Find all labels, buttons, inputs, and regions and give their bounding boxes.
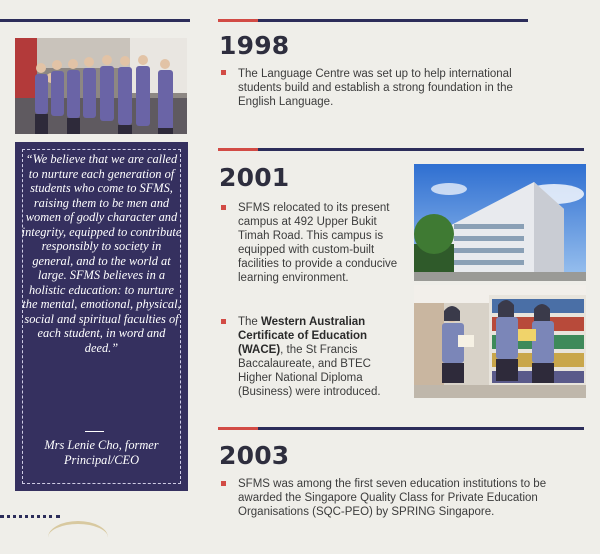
wace-name: Western Australian Certificate of Education (WACE) <box>238 316 368 356</box>
students-group-photo <box>15 38 187 134</box>
item-prefix: The <box>238 316 262 328</box>
rule-1998-accent <box>218 19 258 22</box>
quote-author: Mrs Lenie Cho, former Principal/CEO <box>44 438 159 467</box>
bullet-marker <box>221 205 226 210</box>
timeline-item-1998: The Language Centre was set up to help international students build and establish a strong foundation in the English Language. <box>238 68 513 108</box>
left-top-rule <box>0 19 190 22</box>
year-1998: 1998 <box>219 31 290 60</box>
bullet-marker <box>221 481 226 486</box>
bullet-marker <box>221 319 226 324</box>
bottom-dotted-line <box>0 515 60 518</box>
rule-2003 <box>258 427 584 430</box>
timeline-item-2001-programmes <box>238 315 398 399</box>
rule-2003-accent <box>218 427 258 430</box>
rule-2001 <box>258 148 584 151</box>
bullet-marker <box>221 70 226 75</box>
year-2001: 2001 <box>219 163 290 192</box>
rule-1998 <box>258 19 528 22</box>
timeline-item-2001-campus: SFMS relocated to its present campus at 492 Upper Bukit Timah Road. This campus is equipped with custom-built facilities to provide a conducive learning environment. <box>238 202 398 284</box>
quote-separator <box>85 431 104 432</box>
quote-text: “We believe that we are called to nurture each generation of students who come to SFMS, raising them to be men and women of godly character and integrity, equipped to contribute responsibly to society in general, and to the world at large. SFMS believes in a holistic education: to nurture the mental, emotional, physical, social and spiritual faculties of each student, in word and deed.” <box>21 152 182 355</box>
item-suffix: , the St Francis Baccalaureate, and BTEC Higher National Diploma (Business) were introduced. <box>238 344 381 398</box>
library-students-photo <box>414 285 586 398</box>
campus-building-photo <box>414 164 586 281</box>
rule-2001-accent <box>218 148 258 151</box>
year-2003: 2003 <box>219 441 290 470</box>
bottom-arc-decoration <box>48 521 108 554</box>
timeline-item-2003: SFMS was among the first seven education institutions to be awarded the Singapore Quality Class for Private Education Organisations (SQC-PEO) by SPRING Singapore. <box>238 478 547 518</box>
quote-box <box>15 142 188 491</box>
